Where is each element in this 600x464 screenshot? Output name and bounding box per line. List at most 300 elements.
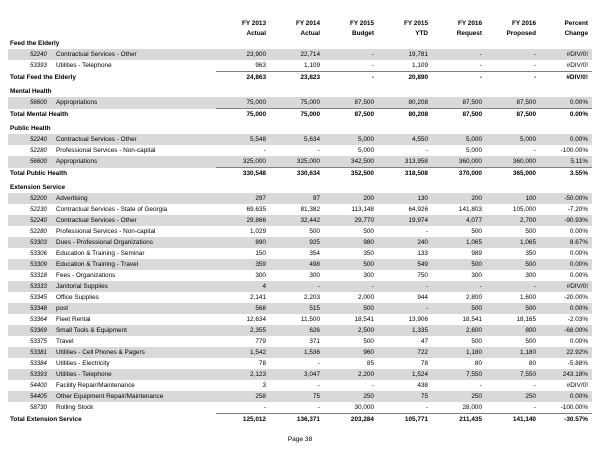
section-title-feed-the-elderly: Feed the Elderly [10, 40, 60, 47]
account-label [8, 292, 216, 303]
cell-value: 342,500 [324, 156, 378, 168]
account-label [8, 347, 216, 358]
header-line-1: FY 2014 [295, 20, 320, 28]
table-row [8, 325, 592, 336]
cell-value: 243.18% [540, 369, 592, 380]
cell-value: 500 [432, 303, 486, 314]
cell-value: -90.93% [540, 215, 592, 226]
cell-value: 87,500 [486, 97, 540, 109]
section-title-public-health: Public Health [10, 125, 51, 132]
cell-value: 87,500 [432, 97, 486, 109]
account-code: 53393 [30, 371, 47, 378]
table-row [8, 336, 592, 347]
header-line-1: Percent [564, 20, 588, 28]
cell-value: 19,974 [378, 215, 432, 226]
cell-value: 500 [432, 259, 486, 270]
cell-value: 350 [363, 250, 374, 257]
account-code: 53333 [30, 283, 47, 290]
cell-value: -68.00% [540, 325, 592, 336]
header-line-2: Actual [300, 29, 320, 37]
account-label [8, 358, 216, 369]
cell-value: 22.92% [540, 347, 592, 358]
account-description: Fleet Rental [56, 316, 91, 323]
account-code: 52280 [30, 228, 47, 235]
table-row [8, 60, 592, 72]
cell-value: 500 [486, 259, 540, 270]
cell-value: 29,866 [216, 215, 270, 226]
account-description: Rolling Stock [56, 404, 94, 412]
cell-value: 250 [486, 391, 540, 402]
cell-value: 200 [324, 193, 378, 204]
table-row [8, 259, 592, 270]
section-heading-row [8, 38, 592, 49]
header-cell-fy-2015-ytd [378, 16, 432, 38]
cell-value: 250 [324, 391, 378, 402]
account-label [8, 281, 216, 292]
cell-value: 7,550 [486, 369, 540, 380]
table-row [8, 134, 592, 145]
total-value: - [432, 72, 486, 84]
cell-value: - [324, 281, 378, 292]
cell-value: 300 [525, 272, 536, 279]
cell-value: 5,548 [216, 134, 270, 145]
account-description: Janitorial Supplies [56, 283, 108, 290]
total-label: Total Mental Health [10, 110, 69, 118]
table-row [8, 193, 592, 204]
account-description: Contractual Services - Other [56, 217, 137, 224]
total-value: 330,634 [270, 168, 324, 180]
account-label [8, 97, 216, 109]
account-description: Contractual Services - State of Georgia [56, 206, 168, 213]
cell-value: - [270, 281, 324, 292]
cell-value: 3 [262, 382, 266, 389]
account-description: Education & Training - Seminar [56, 250, 145, 257]
cell-value: 258 [216, 391, 270, 402]
cell-value: 5.11% [540, 156, 592, 168]
cell-value: 779 [255, 338, 266, 345]
cell-value: 313,958 [378, 156, 432, 168]
account-code: 53364 [30, 316, 47, 323]
account-label [8, 325, 216, 336]
total-row [8, 414, 592, 426]
cell-value: 890 [216, 237, 270, 248]
cell-value: 297 [216, 193, 270, 204]
table-row [8, 314, 592, 325]
table-row [8, 270, 592, 281]
cell-value: 438 [417, 382, 428, 389]
cell-value: 1,065 [486, 237, 540, 248]
account-code: 52230 [30, 206, 47, 213]
cell-value: 5,000 [466, 147, 482, 154]
cell-value: 11,500 [300, 316, 320, 323]
cell-value: 500 [363, 338, 374, 345]
cell-value: 500 [525, 338, 536, 345]
account-code: 52200 [30, 195, 47, 202]
cell-value: 8.67% [540, 237, 592, 248]
cell-value: 64,926 [408, 206, 428, 213]
cell-value: 925 [270, 237, 324, 248]
header-line-1: FY 2016 [457, 20, 482, 28]
total-row [8, 109, 592, 121]
cell-value: 80 [528, 360, 536, 367]
cell-value: 75,000 [216, 97, 270, 109]
cell-value: 500 [309, 228, 320, 235]
row-spacer-cell [8, 425, 592, 428]
cell-value: 1,065 [432, 237, 486, 248]
header-cell-percent-change [540, 16, 592, 38]
cell-value: 7,550 [432, 369, 486, 380]
total-row [8, 168, 592, 180]
cell-value: - [378, 303, 432, 314]
header-line-2: Change [564, 29, 588, 37]
account-code: 53345 [30, 294, 47, 301]
account-label [8, 49, 216, 60]
cell-value: 75 [378, 391, 432, 402]
table-row [8, 380, 592, 391]
total-value: 75,000 [270, 109, 324, 121]
cell-value: - [432, 281, 486, 292]
account-code: 52280 [30, 147, 47, 154]
cell-value: - [533, 62, 536, 69]
cell-value: 0.00% [569, 272, 588, 279]
cell-value: - [486, 281, 540, 292]
total-value: 3.55% [540, 168, 592, 180]
cell-value: - [479, 62, 482, 69]
account-code: 52240 [30, 51, 47, 58]
cell-value: 2,203 [304, 294, 320, 301]
total-value: -30.57% [540, 414, 592, 426]
account-description: Utilities - Cell Phones & Pagers [56, 349, 145, 356]
account-code: 53306 [30, 250, 47, 257]
cell-value: 240 [378, 237, 432, 248]
cell-value: 1,542 [216, 347, 270, 358]
cell-value: 2,500 [324, 325, 378, 336]
header-cell-fy-2013-actual [216, 16, 270, 38]
header-line-2: Budget [351, 29, 374, 37]
cell-value: 568 [216, 303, 270, 314]
cell-value: 133 [417, 250, 428, 257]
cell-value: -2.03% [567, 316, 588, 323]
cell-value: 113,148 [351, 206, 374, 213]
account-label [8, 270, 216, 281]
account-code: 56600 [30, 99, 47, 107]
cell-value: 2,700 [486, 215, 540, 226]
account-description: Appropriations [56, 99, 98, 107]
cell-value: - [479, 382, 482, 389]
account-code: 52240 [30, 217, 47, 224]
account-code: 53318 [30, 272, 47, 279]
account-label [8, 259, 216, 270]
cell-value: 13,906 [408, 316, 428, 323]
cell-value: 354 [309, 250, 320, 257]
header-cell-fy-2016-proposed [486, 16, 540, 38]
header-line-2: Proposed [506, 29, 536, 37]
account-label [8, 204, 216, 215]
header-cell-fy-2015-budget [324, 16, 378, 38]
header-line-1: FY 2016 [511, 20, 536, 28]
cell-value: 80 [474, 360, 482, 367]
cell-value: 18,165 [516, 316, 536, 323]
account-label [8, 380, 216, 391]
cell-value: 85 [366, 360, 374, 367]
cell-value: - [425, 147, 428, 154]
cell-value: 78 [258, 360, 266, 367]
cell-value: 2,000 [358, 294, 374, 301]
cell-value: 626 [270, 325, 324, 336]
cell-value: 0.00% [540, 259, 592, 270]
total-value: 141,140 [486, 414, 540, 426]
cell-value: 100 [486, 193, 540, 204]
cell-value: 75 [270, 391, 324, 402]
cell-value: 28,000 [462, 404, 482, 411]
account-code: 53375 [30, 338, 47, 345]
table-row [8, 369, 592, 380]
account-description: Utilities - Electricity [56, 360, 110, 367]
cell-value: 30,000 [354, 404, 374, 411]
cell-value: 3,047 [270, 369, 324, 380]
cell-value: 5,000 [486, 134, 540, 145]
cell-value: 2,141 [250, 294, 266, 301]
account-description: Professional Services - Non-capital [56, 228, 156, 235]
account-description: Fees - Organizations [56, 272, 116, 279]
table-row [8, 347, 592, 358]
header-line-1: FY 2015 [349, 20, 374, 28]
account-description: Facility Repair/Maintenance [56, 382, 135, 389]
cell-value: - [317, 382, 320, 389]
total-label: Total Feed the Elderly [10, 73, 76, 81]
cell-value: 750 [417, 272, 428, 279]
account-code: 53369 [30, 327, 47, 334]
cell-value: 500 [486, 303, 540, 314]
cell-value: 980 [324, 237, 378, 248]
cell-value: 23,900 [216, 49, 270, 60]
table-row [8, 303, 592, 314]
total-value: 330,548 [216, 168, 270, 180]
cell-value: 130 [378, 193, 432, 204]
total-value: 20,890 [378, 72, 432, 84]
cell-value: 500 [471, 228, 482, 235]
header-cell-label [8, 16, 216, 38]
account-description: post [56, 305, 69, 312]
account-code: 53309 [30, 261, 47, 268]
section-heading-row [8, 123, 592, 134]
section-title-mental-health: Mental Health [10, 88, 52, 95]
account-description: Other Equipment Repair/Maintenance [56, 393, 164, 400]
account-description: Education & Training - Travel [56, 261, 139, 268]
cell-value: 300 [363, 272, 374, 279]
cell-value: #DIV/0! [566, 62, 588, 69]
cell-value: 722 [378, 347, 432, 358]
cell-value: #DIV/0! [566, 382, 588, 389]
account-label [8, 193, 216, 204]
cell-value: 1,109 [304, 62, 320, 69]
account-label [8, 402, 216, 414]
total-value: - [324, 72, 378, 84]
account-code: 53393 [30, 62, 47, 70]
account-description: Utilities - Telephone [56, 371, 112, 378]
total-value: 75,000 [216, 109, 270, 121]
cell-value: 29,770 [324, 215, 378, 226]
cell-value: 360,000 [486, 156, 540, 168]
cell-value: - [425, 228, 428, 235]
total-value: 370,000 [432, 168, 486, 180]
total-value: 23,823 [270, 72, 324, 84]
cell-value: 32,442 [270, 215, 324, 226]
table-row [8, 49, 592, 60]
cell-value: - [432, 49, 486, 60]
table-body [8, 38, 592, 428]
account-label [8, 336, 216, 347]
header-line-1: FY 2015 [403, 20, 428, 28]
table-row [8, 292, 592, 303]
cell-value: 250 [432, 391, 486, 402]
total-value: 136,371 [270, 414, 324, 426]
total-value: 211,435 [432, 414, 486, 426]
page-footer: Page 38 [287, 436, 313, 443]
account-label [8, 215, 216, 226]
cell-value: 0.00% [540, 134, 592, 145]
cell-value: 350 [525, 250, 536, 257]
cell-value: 1,536 [270, 347, 324, 358]
cell-value: - [317, 147, 320, 154]
cell-value: 19,781 [378, 49, 432, 60]
header-cell-fy-2014-actual [270, 16, 324, 38]
cell-value: - [533, 382, 536, 389]
table-header [8, 16, 592, 38]
total-value: 24,863 [216, 72, 270, 84]
cell-value: 359 [216, 259, 270, 270]
cell-value: 371 [309, 338, 320, 345]
total-value: 125,012 [216, 414, 270, 426]
total-value: 80,208 [378, 109, 432, 121]
cell-value: 0.00% [540, 303, 592, 314]
account-description: Contractual Services - Other [56, 136, 137, 143]
cell-value: 1,029 [250, 228, 266, 235]
cell-value: - [486, 49, 540, 60]
cell-value: 549 [378, 259, 432, 270]
account-code: 54400 [30, 382, 47, 389]
budget-table [8, 16, 592, 428]
cell-value: - [324, 49, 378, 60]
account-code: 53303 [30, 239, 47, 246]
account-code: 58730 [30, 404, 47, 412]
cell-value: - [533, 404, 536, 411]
cell-value: 0.00% [569, 250, 588, 257]
total-row [8, 72, 592, 84]
cell-value: 1,524 [378, 369, 432, 380]
cell-value: -50.00% [540, 193, 592, 204]
cell-value: - [425, 404, 428, 411]
cell-value: - [263, 404, 266, 411]
header-line-2: Actual [246, 29, 266, 37]
cell-value: - [533, 147, 536, 154]
section-title-extension-service: Extension Service [10, 184, 66, 191]
cell-value: 5,000 [432, 134, 486, 145]
cell-value: 989 [471, 250, 482, 257]
cell-value: 2,123 [216, 369, 270, 380]
cell-value: 1,600 [520, 294, 536, 301]
total-value: 105,771 [378, 414, 432, 426]
cell-value: 5,000 [324, 134, 378, 145]
account-code: 53384 [30, 360, 47, 367]
total-value: 87,500 [324, 109, 378, 121]
account-code: 56600 [30, 158, 47, 166]
total-value: 365,000 [486, 168, 540, 180]
cell-value: 200 [432, 193, 486, 204]
account-label [8, 134, 216, 145]
table-row [8, 204, 592, 215]
table-row [8, 97, 592, 109]
cell-value: 515 [270, 303, 324, 314]
cell-value: 498 [270, 259, 324, 270]
cell-value: 500 [324, 303, 378, 314]
cell-value: - [378, 281, 432, 292]
cell-value: - [317, 360, 320, 367]
header-line-1: FY 2013 [241, 20, 266, 28]
total-value: 203,284 [324, 414, 378, 426]
cell-value: 150 [255, 250, 266, 257]
account-label [8, 248, 216, 259]
cell-value: 105,000 [512, 206, 536, 213]
cell-value: 4,077 [432, 215, 486, 226]
table-row [8, 226, 592, 237]
total-value: 87,500 [486, 109, 540, 121]
cell-value: 80,208 [378, 97, 432, 109]
table-row [8, 156, 592, 168]
cell-value: 69,635 [246, 206, 266, 213]
section-heading-row [8, 86, 592, 97]
account-description: Professional Services - Non-capital [56, 147, 156, 154]
total-value: - [486, 72, 540, 84]
cell-value: 963 [255, 62, 266, 69]
cell-value: 0.00% [540, 391, 592, 402]
header-line-2: YTD [415, 29, 428, 37]
cell-value: 2,800 [466, 294, 482, 301]
cell-value: 1,335 [378, 325, 432, 336]
account-label [8, 369, 216, 380]
cell-value: 47 [420, 338, 428, 345]
table-row [8, 402, 592, 414]
cell-value: - [317, 404, 320, 411]
cell-value: 2,600 [432, 325, 486, 336]
cell-value: 325,000 [216, 156, 270, 168]
cell-value: 960 [324, 347, 378, 358]
table-row [8, 281, 592, 292]
account-description: Small Tools & Equipment [56, 327, 127, 334]
account-label [8, 156, 216, 168]
account-description: Utilities - Telephone [56, 62, 112, 70]
cell-value: 1,180 [486, 347, 540, 358]
cell-value: 300 [471, 272, 482, 279]
cell-value: 18,541 [354, 316, 374, 323]
account-code: 52240 [30, 136, 47, 143]
total-value: #DIV/0! [540, 72, 592, 84]
cell-value: 360,000 [432, 156, 486, 168]
table-row [8, 248, 592, 259]
account-code: 54405 [30, 393, 47, 400]
cell-value: 500 [363, 228, 374, 235]
cell-value: 2,355 [216, 325, 270, 336]
cell-value: 1,180 [432, 347, 486, 358]
cell-value: 500 [324, 259, 378, 270]
cell-value: 500 [471, 338, 482, 345]
cell-value: 22,714 [270, 49, 324, 60]
cell-value: 0.00% [540, 97, 592, 109]
cell-value: 141,803 [458, 206, 482, 213]
row-spacer [8, 425, 592, 428]
cell-value: -100.00% [560, 147, 588, 154]
table-row [8, 358, 592, 369]
